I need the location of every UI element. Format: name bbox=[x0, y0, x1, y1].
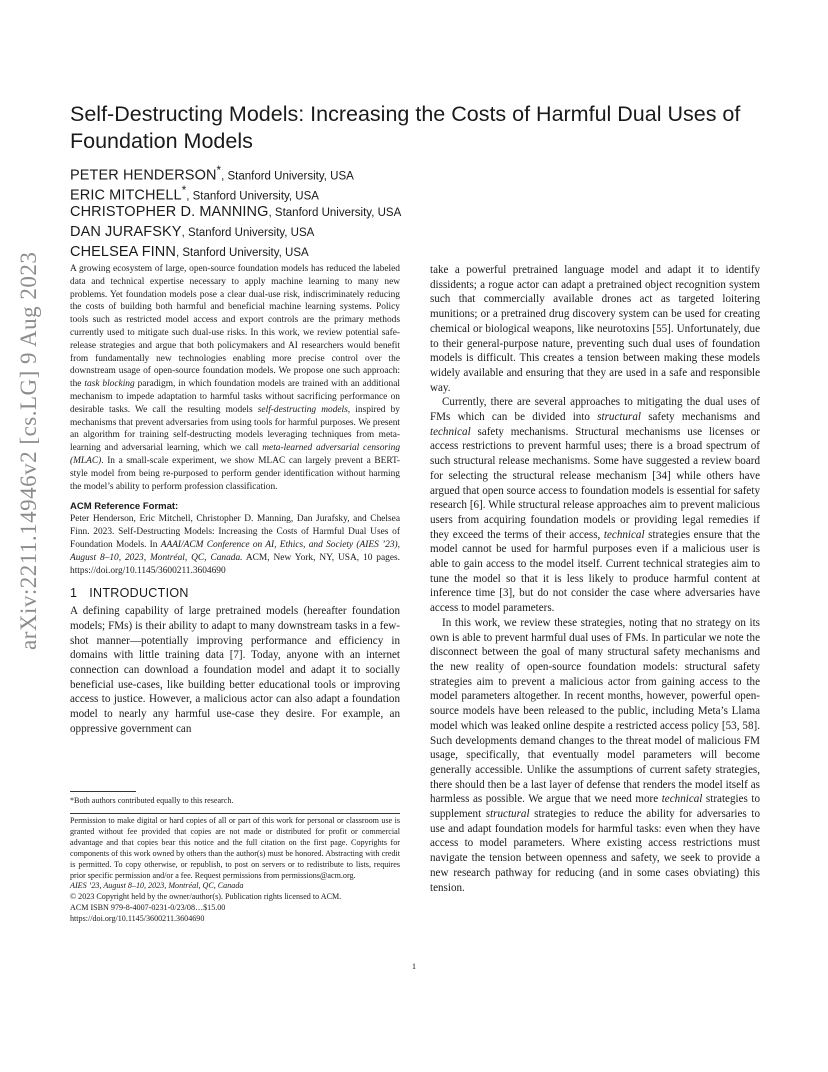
body-text: strategies to supplement bbox=[430, 793, 760, 821]
author-line bbox=[70, 201, 770, 221]
permission-text: Permission to make digital or hard copies of all or part of this work for personal or classroom use is granted without fee provided that copies are not made or distributed for profit or commercial advantage and that copies bear this notice and the full citation on the first page. Copyrights for components of this work owned by others than the author(s) must be honored. Abstracting with credit is permitted. To copy otherwise, or republish, to post on servers or to redistribute to lists, requires prior specific permission and/or a fee. Request permissions from permissions@acm.org. bbox=[70, 816, 400, 880]
abstract-emphasis: self-destructing models bbox=[257, 404, 348, 415]
doi-link[interactable]: https://doi.org/10.1145/3600211.3604690 bbox=[70, 914, 205, 924]
section-heading bbox=[70, 587, 400, 600]
paper-title: Self-Destructing Models: Increasing the Costs of Harmful Dual Uses of Foundation Models bbox=[70, 102, 741, 153]
body-emphasis: structural bbox=[597, 411, 641, 424]
abstract-emphasis: task blocking bbox=[84, 379, 135, 390]
body-emphasis: technical bbox=[430, 425, 471, 438]
author-name: DAN JURAFSKY bbox=[70, 224, 182, 240]
equal-contribution-mark: * bbox=[216, 164, 222, 177]
right-column bbox=[430, 263, 760, 895]
abstract-text: paradigm, in which foundation models are trained with an additional mechanism to impede adaptation to harmful tasks without sacrificing performance on desirable tasks. We call the resulting models bbox=[70, 379, 400, 415]
body-text: safety mechanisms. Structural mechanisms use licenses or access restrictions to prevent harmful uses; there is a broad spectrum of such structural release mechanisms. Some have suggested a review board for selecting the structural release mechanism [34] while others have argued that open source access to foundation models is essential for safety research [6]. While structural release approaches aim to prevent malicious users from acquiring foundation models or providing legal remedies if they exceed the terms of their access, bbox=[430, 425, 760, 541]
author-line bbox=[70, 161, 770, 184]
author-affiliation: , Stanford University, USA bbox=[268, 207, 402, 219]
section-number: 1 bbox=[70, 586, 78, 601]
body-emphasis: technical bbox=[661, 793, 703, 806]
body-text: strategies ensure that the model cannot be used for harmful purposes even if a malicious user is able to gain access to the model itself. Current technical strategies aim to tune the model so that it is less likely to produce harmful content at inference time [3], but do not consider the case where adversaries have access to model parameters. bbox=[430, 528, 760, 615]
intro-paragraph: A defining capability of large pretrained models (hereafter foundation models; FMs) is their ability to adapt to many downstream tasks in a few-shot manner—potentially improving performance and efficiency in domains with little training data [7]. Today, anyone with an internet connection can download a foundation model and adapt it to socially beneficial use-cases, like building better educational tools or improving access to justice. However, a malicious actor can also adapt a foundation model to nearly any harmful use-case they desire. For example, an oppressive government can bbox=[70, 605, 400, 735]
body-text: strategies to reduce the ability for adversaries to use and adapt foundation models for harmful tasks: even when they have access to model parameters. Where existing access restrictions must navigate the tension between openness and safety, we seek to provide a new research pathway for reducing (and in some cases obviating) this tension. bbox=[430, 808, 760, 894]
author-name: ERIC MITCHELL bbox=[70, 187, 182, 204]
body-paragraph bbox=[430, 395, 760, 616]
abstract-emphasis: meta-learned adversarial censoring (MLAC) bbox=[70, 443, 401, 466]
body-emphasis: structural bbox=[485, 808, 530, 821]
author-affiliation: , Stanford University, USA bbox=[175, 247, 309, 259]
permission-block bbox=[70, 816, 400, 925]
abstract-text: A growing ecosystem of large, open-source foundation models has reduced the labeled data and technical expertise necessary to apply machine learning to many new problems. Yet foundation models pose a clear dual-use risk, indiscriminately reducing the costs of building both harmful and beneficial machine learning systems. Policy tools such as restricted model access and export controls are the primary methods currently used to mitigate such dual-use risks. In this work, we review potential safe-release strategies and argue that both policymakers and AI researchers would benefit from fundamentally new technologies enabling more precise control over the downstream usage of open-source foundation models. We propose one such approach: the bbox=[70, 264, 400, 390]
abstract-text: . In a small-scale experiment, we show MLAC can largely prevent a BERT-style model from being re-purposed to perform gender identification without harming the model’s ability to perform profession classification. bbox=[70, 455, 400, 492]
footnote-rule bbox=[70, 791, 136, 792]
conference-line: AIES ’23, August 8–10, 2023, Montréal, QC, Canada bbox=[70, 881, 244, 891]
citation-text: ACM, New York, NY, USA, 10 pages. https://doi.org/10.1145/3600211.3604690 bbox=[70, 552, 400, 576]
author-name: PETER HENDERSON bbox=[70, 167, 217, 184]
body-text: In this work, we review these strategies, noting that no strategy on its own is able to prevent harmful dual uses of FMs. In particular we note the disconnect between the goal of many structural safety mechanisms and the new reality of open-source foundation models: structural safety strategies aim to prevent a malicious actor from gaining access to the model parameters altogether. In recent months, however, powerful open-source models have been released to the public, including Meta’s Llama model which was leaked online despite a restricted access policy [53, 58]. Such developments demand changes to the threat model of malicious FM usage, specifically, that eventually model parameters will become generally accessible. Unlike the assumptions of current safety strategies, there should then be a last layer of defense that renders the model itself as harmless as possible. We argue that we need more bbox=[430, 616, 760, 806]
permission-rule bbox=[70, 813, 400, 814]
body-text: safety mechanisms and bbox=[640, 411, 760, 424]
isbn-line: ACM ISBN 979-8-4007-0231-0/23/08…$15.00 bbox=[70, 903, 226, 913]
abstract-text: , inspired by mechanisms that prevent adversaries from using tools for harmful purposes. We present an algorithm for training self-destructing models leveraging techniques from meta-learning and adversarial learning, which we call bbox=[70, 404, 400, 454]
author-affiliation: , Stanford University, USA bbox=[181, 227, 315, 239]
author-affiliation: , Stanford University, USA bbox=[221, 170, 354, 183]
equal-contribution-mark: * bbox=[181, 184, 187, 197]
reference-format-citation bbox=[70, 513, 400, 577]
body-emphasis: technical bbox=[603, 528, 645, 541]
body-paragraph bbox=[430, 616, 760, 895]
author-list bbox=[70, 161, 770, 261]
page-number: 1 bbox=[411, 961, 417, 971]
left-column bbox=[70, 263, 400, 737]
author-affiliation: , Stanford University, USA bbox=[186, 190, 319, 203]
body-paragraph: take a powerful pretrained language model and adapt it to identify dissidents; a rogue actor can adapt a pretrained object recognition system such that commercially available drones act as targeted loitering munitions; or a pretrained drug discovery system can be used for creating chemical or biological weapons, like neurotoxins [55]. Unfortunately, due to their general-purpose nature, preventing such dual uses of foundation models is difficult. This creates a tension between making these models widely available and ensuring that they are used in a safe and responsible way. bbox=[430, 264, 760, 394]
abstract bbox=[70, 263, 400, 493]
citation-venue: AAAI/ACM Conference on AI, Ethics, and Society (AIES ’23), August 8–10, 2023, Montréal, QC, Canada. bbox=[70, 539, 400, 563]
section-title: INTRODUCTION bbox=[89, 586, 189, 601]
author-name: CHELSEA FINN bbox=[70, 244, 176, 260]
reference-format-heading: ACM Reference Format: bbox=[70, 501, 179, 513]
arxiv-identifier: arXiv:2211.14946v2 [cs.LG] 9 Aug 2023 bbox=[16, 251, 41, 650]
copyright-line: © 2023 Copyright held by the owner/author(s). Publication rights licensed to ACM. bbox=[70, 892, 342, 902]
footnote: *Both authors contributed equally to this research. bbox=[70, 796, 234, 805]
body-text: Currently, there are several approaches to mitigating the dual uses of FMs which can be divided into bbox=[430, 396, 760, 424]
author-line bbox=[70, 221, 770, 241]
citation-text: Peter Henderson, Eric Mitchell, Christopher D. Manning, Dan Jurafsky, and Chelsea Finn. 2023. Self-Destructing Models: Increasing the Costs of Harmful Dual Uses of Foundation Models. In bbox=[70, 514, 400, 550]
author-name: CHRISTOPHER D. MANNING bbox=[70, 204, 269, 220]
author-line bbox=[70, 241, 770, 261]
author-line bbox=[70, 181, 770, 204]
